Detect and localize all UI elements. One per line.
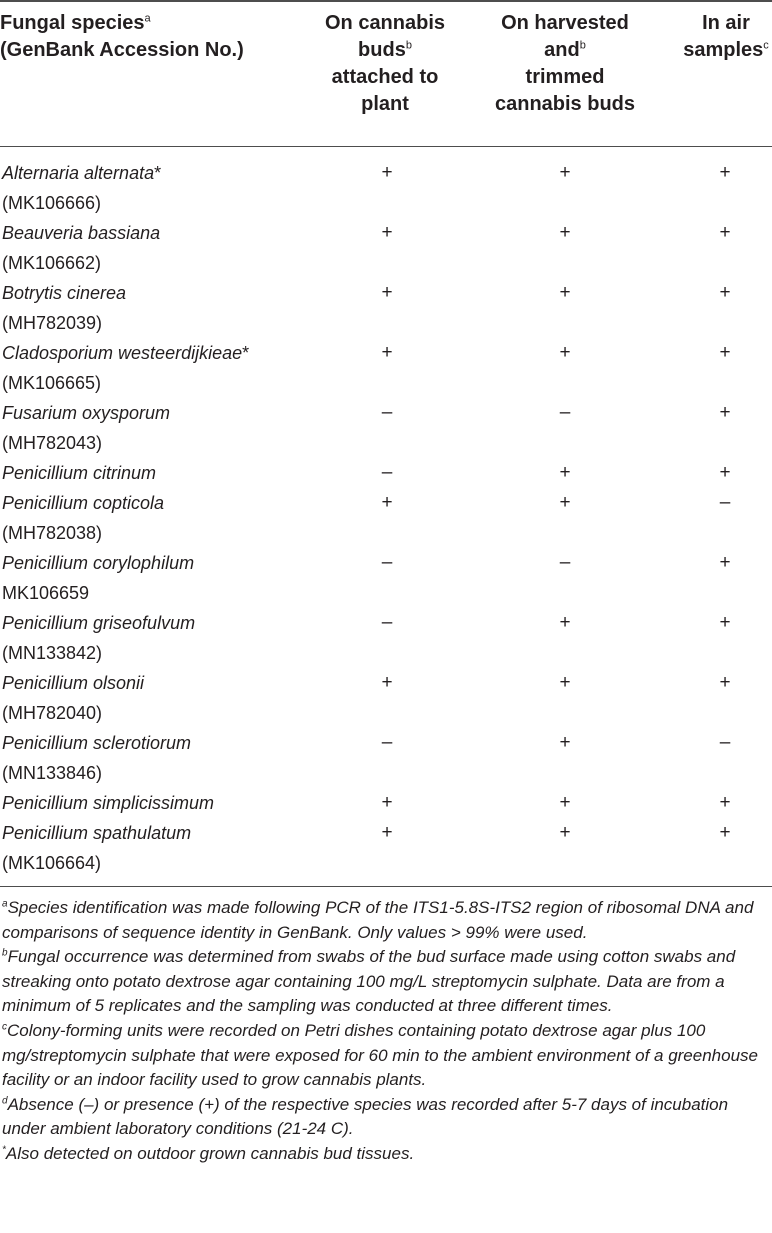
table-bottom-rule bbox=[0, 886, 772, 887]
species-name: Penicillium spathulatum bbox=[2, 823, 192, 843]
header-on-plant-line2: buds bbox=[358, 39, 406, 61]
harvested-value: + bbox=[559, 492, 571, 513]
header-species-sup: a bbox=[144, 12, 151, 25]
on-plant-value: + bbox=[381, 672, 393, 693]
species-name: Penicillium copticola bbox=[2, 493, 165, 513]
air-value: – bbox=[719, 492, 731, 513]
air-value: – bbox=[719, 732, 731, 753]
footnotes bbox=[2, 896, 770, 1167]
air-value: + bbox=[719, 672, 731, 693]
header-air bbox=[680, 10, 772, 64]
species-name: Penicillium corylophilum bbox=[2, 553, 195, 573]
accession-number: (MK106662) bbox=[2, 253, 102, 273]
header-harvested-sup: b bbox=[579, 39, 586, 52]
air-value: + bbox=[719, 552, 731, 573]
air-value: + bbox=[719, 792, 731, 813]
species-name: Penicillium griseofulvum bbox=[2, 613, 196, 633]
accession-number: (MH782039) bbox=[2, 313, 103, 333]
footnote-d-mark: d bbox=[2, 1095, 8, 1107]
header-species bbox=[0, 10, 310, 64]
air-value: + bbox=[719, 612, 731, 633]
header-on-plant bbox=[310, 10, 460, 118]
species-name: Penicillium citrinum bbox=[2, 463, 157, 483]
header-air-sup: c bbox=[763, 39, 769, 52]
air-value: + bbox=[719, 402, 731, 423]
asterisk-mark: * bbox=[242, 343, 250, 363]
air-value: + bbox=[719, 222, 731, 243]
species-name: Beauveria bassiana bbox=[2, 223, 161, 243]
footnote-d-text: Absence (–) or presence (+) of the respective species was recorded after 5-7 days of incubation under ambient laboratory conditions (21-24 C). bbox=[2, 1094, 729, 1139]
accession-number: (MK106664) bbox=[2, 853, 102, 873]
on-plant-value: + bbox=[381, 492, 393, 513]
header-air-line2: samples bbox=[683, 39, 764, 61]
header-on-plant-line3: attached to bbox=[331, 66, 439, 88]
footnote-c-mark: c bbox=[2, 1021, 7, 1033]
header-on-plant-sup: b bbox=[405, 39, 412, 52]
on-plant-value: + bbox=[381, 822, 393, 843]
harvested-value: + bbox=[559, 282, 571, 303]
on-plant-value: – bbox=[381, 612, 393, 633]
species-name: Cladosporium westeerdijkieae bbox=[2, 343, 243, 363]
header-species-line2: (GenBank Accession No.) bbox=[0, 39, 244, 61]
species-name: Penicillium sclerotiorum bbox=[2, 733, 192, 753]
air-value: + bbox=[719, 822, 731, 843]
header-harvested-line3: trimmed bbox=[525, 66, 605, 88]
accession-number: (MH782043) bbox=[2, 433, 103, 453]
header-harvested-line2: and bbox=[544, 39, 580, 61]
accession-number: (MH782038) bbox=[2, 523, 103, 543]
harvested-value: + bbox=[559, 162, 571, 183]
header-air-line1: In air bbox=[702, 12, 750, 34]
header-species-line1: Fungal species bbox=[0, 12, 145, 34]
air-value: + bbox=[719, 162, 731, 183]
footnote-b-mark: b bbox=[2, 947, 8, 959]
footnote-a bbox=[2, 896, 770, 945]
accession-number: (MH782040) bbox=[2, 703, 103, 723]
harvested-value: + bbox=[559, 342, 571, 363]
harvested-value: + bbox=[559, 732, 571, 753]
table-top-rule bbox=[0, 0, 772, 2]
on-plant-value: – bbox=[381, 552, 393, 573]
footnote-b-text: Fungal occurrence was determined from swabs of the bud surface made using cotton swabs and streaking onto potato dextrose agar containing 100 mg/L streptomycin sulphate. Data are from a minimum of 5 replicates and the sampling was conducted at three different times. bbox=[2, 947, 736, 1016]
footnote-a-text: Species identification was made following PCR of the ITS1-5.8S-ITS2 region of ribosomal DNA and comparisons of sequence identity in GenBank. Only values > 99% were used. bbox=[2, 898, 754, 942]
on-plant-value: + bbox=[381, 792, 393, 813]
footnote-c bbox=[2, 1019, 770, 1093]
harvested-value: + bbox=[559, 792, 571, 813]
on-plant-value: + bbox=[381, 342, 393, 363]
air-value: + bbox=[719, 462, 731, 483]
accession-number: (MK106665) bbox=[2, 373, 102, 393]
species-name: Botrytis cinerea bbox=[2, 283, 127, 303]
accession-number: (MN133846) bbox=[2, 763, 103, 783]
accession-number: (MK106666) bbox=[2, 193, 102, 213]
on-plant-value: + bbox=[381, 282, 393, 303]
harvested-value: – bbox=[559, 402, 571, 423]
footnote-c-text: Colony-forming units were recorded on Petri dishes containing potato dextrose agar plus 100 mg/streptomycin sulphate that were exposed for 60 min to the ambient environment of a greenhouse facility or an indoor facility used to grow cannabis plants. bbox=[2, 1020, 758, 1090]
footnote-star-text: Also detected on outdoor grown cannabis bud tissues. bbox=[5, 1143, 415, 1163]
header-on-plant-line4: plant bbox=[361, 93, 409, 115]
harvested-value: + bbox=[559, 822, 571, 843]
on-plant-value: – bbox=[381, 732, 393, 753]
accession-number: MK106659 bbox=[2, 583, 90, 603]
harvested-value: – bbox=[559, 552, 571, 573]
on-plant-value: – bbox=[381, 402, 393, 423]
species-name: Penicillium simplicissimum bbox=[2, 793, 215, 813]
air-value: + bbox=[719, 282, 731, 303]
footnote-b bbox=[2, 945, 770, 1019]
harvested-value: + bbox=[559, 612, 571, 633]
header-harvested-line4: cannabis buds bbox=[494, 93, 636, 115]
on-plant-value: + bbox=[381, 222, 393, 243]
header-bottom-rule bbox=[0, 146, 772, 147]
header-on-plant-line1: On cannabis bbox=[324, 12, 446, 34]
header-harvested bbox=[480, 10, 650, 118]
on-plant-value: + bbox=[381, 162, 393, 183]
asterisk-mark: * bbox=[154, 163, 162, 183]
footnote-star bbox=[2, 1142, 770, 1167]
air-value: + bbox=[719, 342, 731, 363]
harvested-value: + bbox=[559, 672, 571, 693]
footnote-a-mark: a bbox=[2, 898, 8, 910]
footnote-d bbox=[2, 1093, 770, 1142]
harvested-value: + bbox=[559, 222, 571, 243]
on-plant-value: – bbox=[381, 462, 393, 483]
species-name: Alternaria alternata bbox=[2, 163, 155, 183]
species-name: Penicillium olsonii bbox=[2, 673, 145, 693]
harvested-value: + bbox=[559, 462, 571, 483]
species-name: Fusarium oxysporum bbox=[2, 403, 171, 423]
header-harvested-line1: On harvested bbox=[501, 12, 629, 34]
footnote-star-mark: * bbox=[2, 1144, 6, 1156]
accession-number: (MN133842) bbox=[2, 643, 103, 663]
